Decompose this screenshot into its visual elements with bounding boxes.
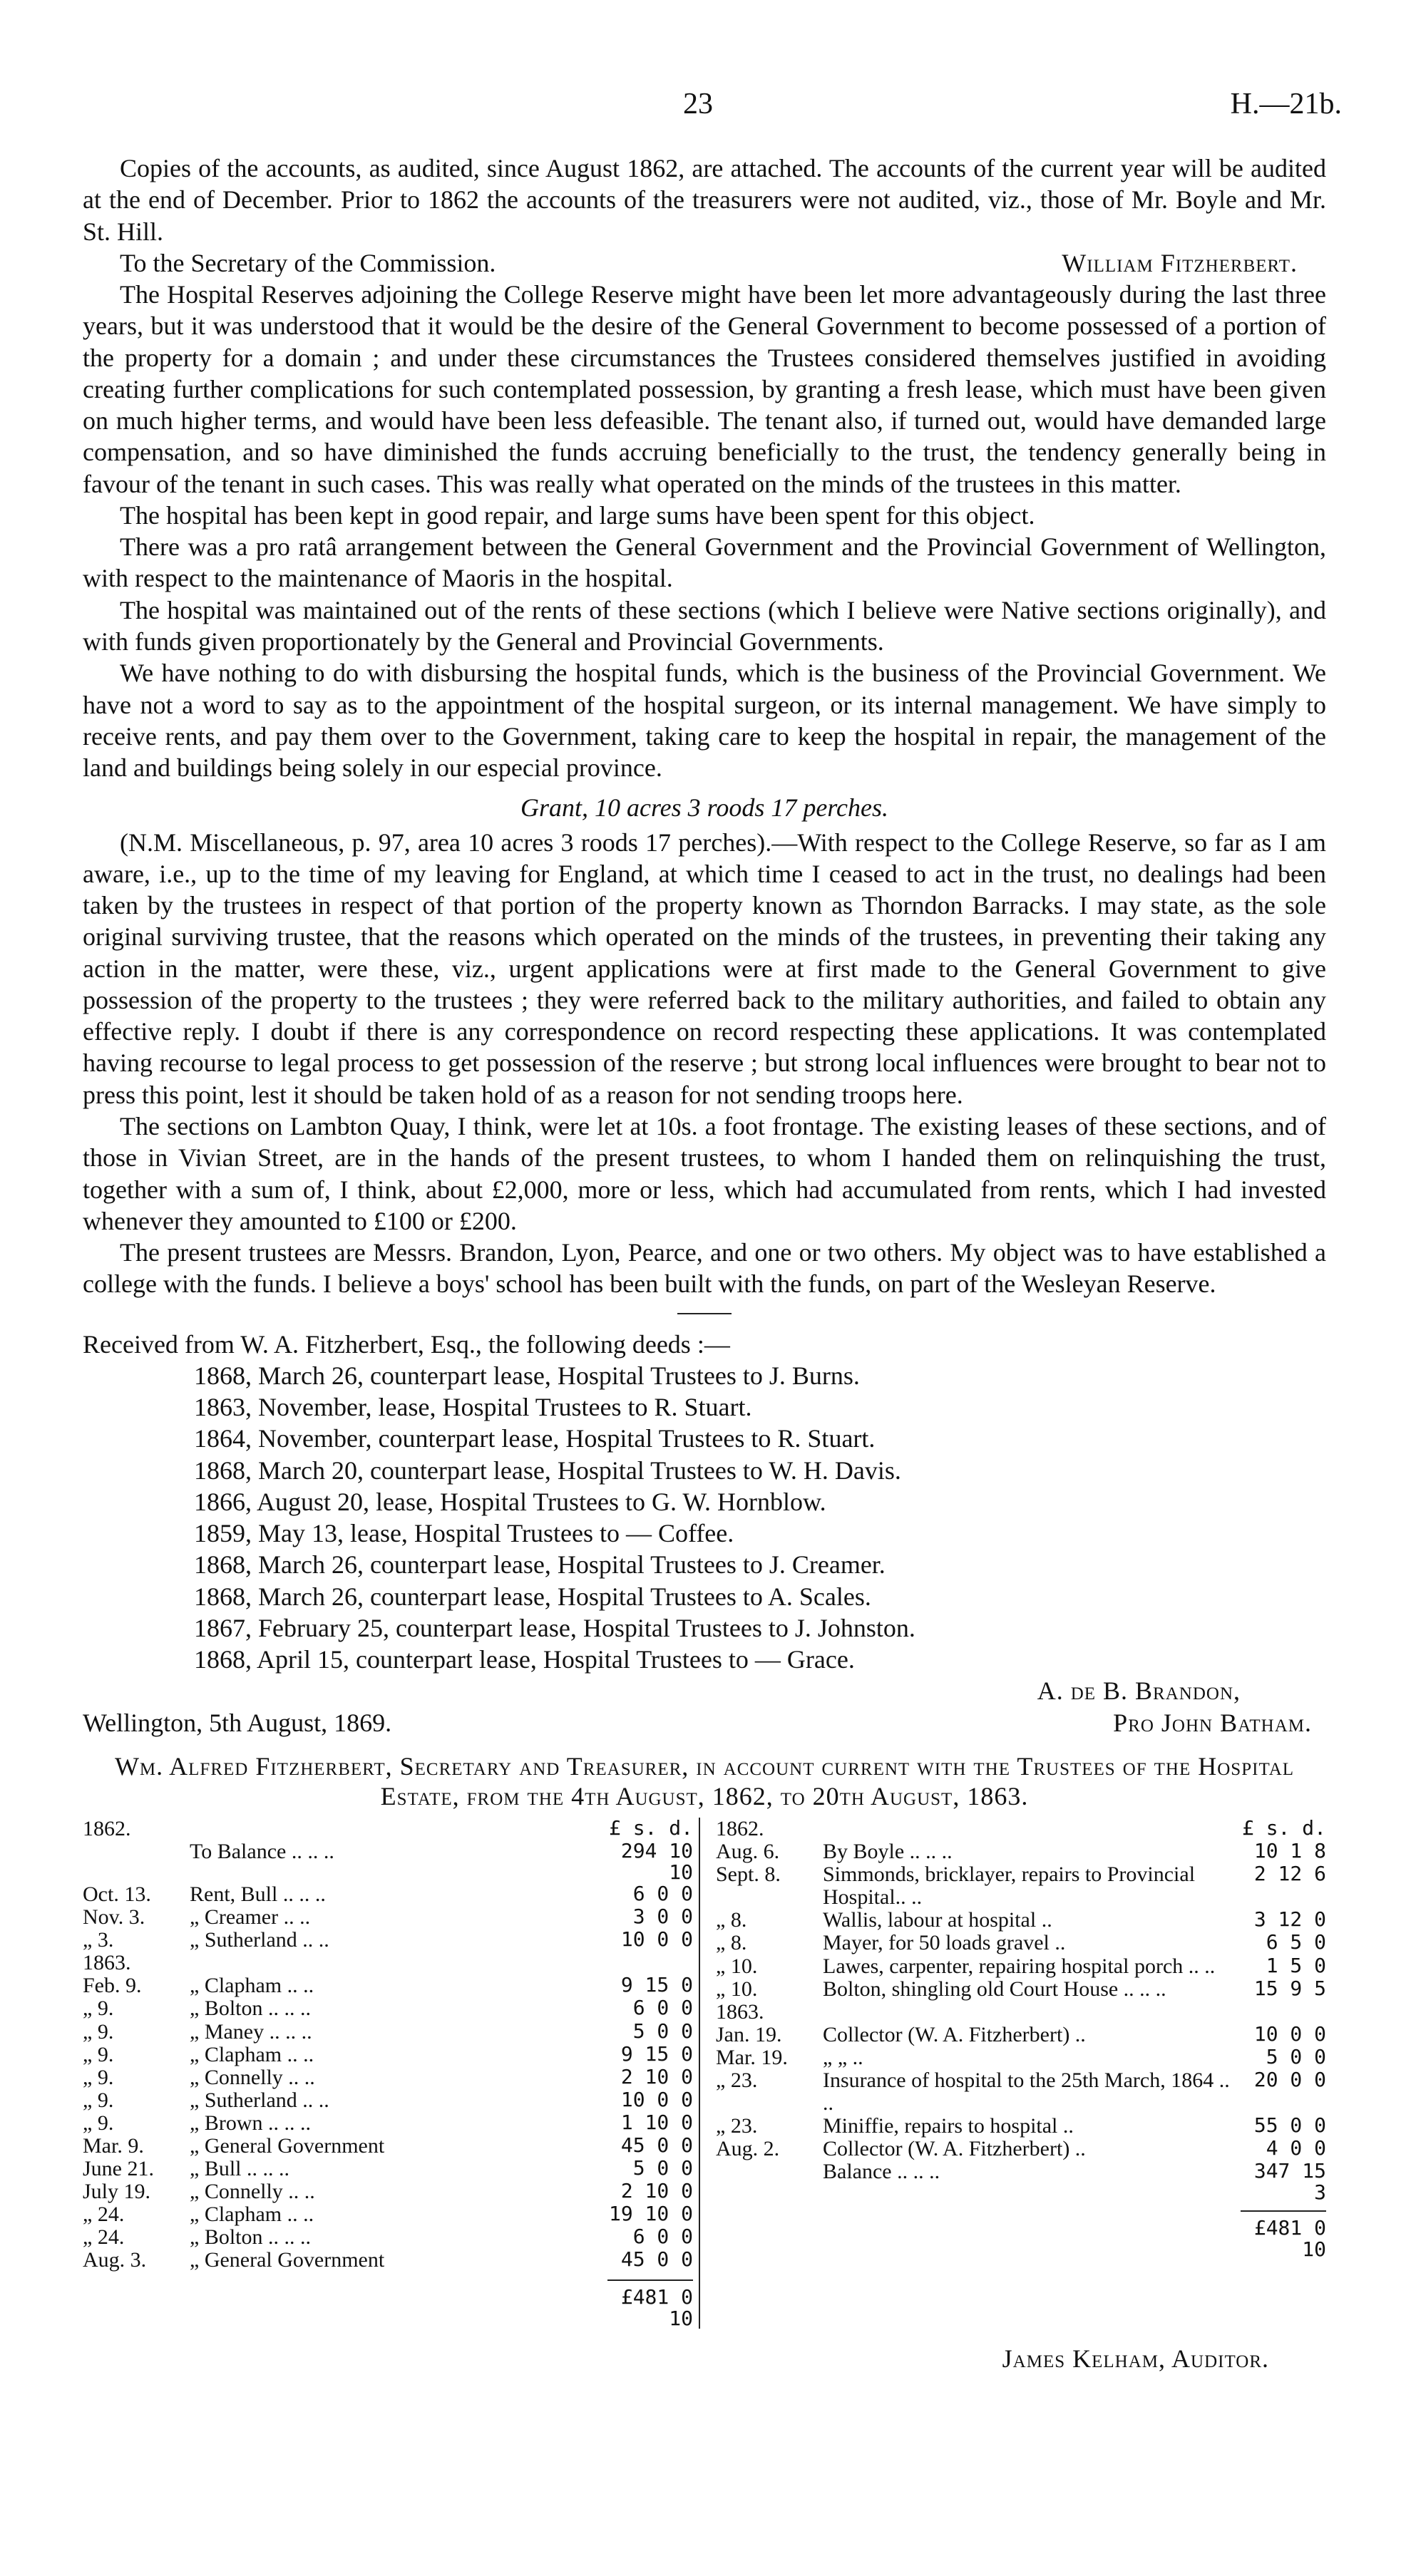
debit-row-date: 1863.	[83, 1951, 131, 1975]
credit-row-date: „ 10.	[716, 1954, 758, 1978]
page-header	[0, 87, 1406, 130]
credit-row	[716, 1909, 1326, 1932]
credit-row-amount: 3 12 0	[1253, 1907, 1326, 1932]
credit-row	[716, 1863, 1326, 1909]
debit-row-amount: 5 0 0	[632, 2156, 693, 2180]
debit-row-date: Oct. 13.	[83, 1882, 151, 1906]
account-table	[83, 1815, 1326, 2330]
credit-row-amount: 347 15 3	[1253, 2159, 1326, 2205]
paragraph: The hospital has been kept in good repair, and large sums have been spent for this object.	[120, 500, 1035, 530]
deed-item: 1866, August 20, lease, Hospital Trustees to G. W. Hornblow.	[194, 1487, 826, 1516]
debit-row-date: Nov. 3.	[83, 1905, 145, 1930]
debit-row-amount: 5 0 0	[632, 2019, 693, 2043]
credit-row-amount: 4 0 0	[1266, 2136, 1326, 2160]
debit-row-description: „ Clapham .. ..	[190, 1974, 314, 1998]
debit-row	[83, 2112, 693, 2135]
credit-row-description: Bolton, shingling old Court House .. .. ..	[823, 1977, 1166, 2001]
credit-row	[716, 2160, 1326, 2203]
debit-row	[83, 2041, 693, 2066]
auditor-signature: James Kelham, Auditor.	[1002, 2344, 1269, 2374]
credit-row-date	[716, 2160, 823, 2203]
deed-item: 1863, November, lease, Hospital Trustees to R. Stuart.	[194, 1393, 752, 1422]
debit-row	[83, 1906, 693, 1929]
credit-row-amount: 6 5 0	[1266, 1930, 1326, 1954]
credit-row	[716, 2021, 1326, 2046]
receipt-place-date: Wellington, 5th August, 1869.	[83, 1708, 392, 1737]
debit-row-date: Mar. 9.	[83, 2133, 144, 2158]
credit-row-description: Simmonds, bricklayer, repairs to Provincial Hospital.. ..	[823, 1863, 1196, 1910]
debit-row-description: „ Brown .. .. ..	[190, 2111, 311, 2135]
credit-row-amount	[1241, 2001, 1326, 2024]
debit-rows	[83, 1840, 693, 2272]
debit-row-amount: 1 10 0	[620, 2110, 693, 2134]
deed-item: 1867, February 25, counterpart lease, Hospital Trustees to J. Johnston.	[194, 1613, 915, 1642]
account-credit-side	[700, 1815, 1326, 2329]
debit-row	[83, 1974, 693, 1997]
credit-row-amount: 20 0 0	[1253, 2067, 1326, 2091]
paragraph: There was a pro ratâ arrangement between the General Government and the Provincial Government of Wellington, with respect to the maintenance of Maoris in the hospital.	[83, 532, 1326, 593]
debit-header	[83, 1815, 693, 1840]
paragraph: (N.M. Miscellaneous, p. 97, area 10 acres 3 roods 17 perches).—With respect to the College Reserve, so far as I am aware, i.e., up to the time of my leaving for England, at which time I ceased to act in the trust, no dealings had been taken by the trustees in respect of that portion of the property known as Thorndon Barracks. I may state, as the sole original surviving trustee, that the reasons which operated on the minds of the trustees, in preventing their taking any action in the matter, were these, viz., urgent applications were at first made to the General Government to give possession of the property to the trustees ; they were referred back to the military authorities, and failed to obtain any effective reply. I doubt if there is any correspondence on record respecting these applications. It was contemplated having recourse to legal process to get possession of the reserve ; but strong local influences were brought to bear not to press this point, lest it should be taken hold of as a reason for not sending troops here.	[83, 828, 1326, 1109]
debit-row-date: „ 9.	[83, 2042, 114, 2066]
credit-row-description: Wallis, labour at hospital ..	[823, 1908, 1052, 1932]
debit-row-amount	[607, 1952, 693, 1974]
debit-row-date: „ 3.	[83, 1928, 114, 1952]
deed-list	[83, 1360, 1326, 1676]
paragraph: We have nothing to do with disbursing the hospital funds, which is the business of the Provincial Government. We have not a word to say as to the appointment of the hospital surgeon, or its internal management. We have simply to receive rents, and pay them over to the Government, taking care to keep the hospital in repair, the management of the land and buildings being solely in our especial province.	[83, 659, 1326, 783]
credit-row-description: By Boyle .. .. ..	[823, 1840, 953, 1864]
debit-row-amount: 6 0 0	[632, 2225, 693, 2249]
deed-item: 1859, May 13, lease, Hospital Trustees to — Coffee.	[194, 1519, 734, 1548]
debit-row-amount: 19 10 0	[608, 2202, 693, 2226]
debit-row-description: „ Bull .. .. ..	[190, 2157, 289, 2181]
debit-row-description: „ General Government	[190, 2248, 385, 2272]
debit-row-amount: 294 10 10	[620, 1839, 693, 1884]
credit-row-date: Sept. 8.	[716, 1863, 781, 1887]
paragraph: Copies of the accounts, as audited, since August 1862, are attached. The accounts of the current year will be audited at the end of December. Prior to 1862 the accounts of the treasurers were not audited, viz., those of Mr. Boyle and Mr. St. Hill.	[83, 154, 1326, 246]
paragraph: The Hospital Reserves adjoining the College Reserve might have been let more advantageously during the last three years, but it was understood that it would be the desire of the General Government to become possessed of a portion of the property for a domain ; and under these circumstances the Trustees considered themselves justified in avoiding creating further complications for such contemplated possession, by granting a fresh lease, which must have been given on much higher terms, and would have been less defeasible. The tenant also, if turned out, would have demanded large compensation, and so have diminished the funds accruing beneficially to the trust, the tendency generally being in favour of the tenant in such cases. This was really what operated on the minds of the trustees in this matter.	[83, 280, 1326, 498]
credit-row-date: Aug. 6.	[716, 1840, 780, 1864]
receipt-pro: Pro John Batham.	[1113, 1708, 1312, 1737]
debit-row-amount: 6 0 0	[632, 1996, 693, 2020]
debit-row-description	[190, 1952, 607, 1974]
receipt-signature: A. de B. Brandon,	[1037, 1676, 1241, 1706]
deed-item: 1868, March 26, counterpart lease, Hospital Trustees to J. Burns.	[194, 1361, 860, 1390]
debit-row	[83, 2203, 693, 2226]
debit-row-date: „ 9.	[83, 2019, 114, 2044]
debit-row-date: June 21.	[83, 2157, 154, 2181]
debit-row-description: „ Clapham .. ..	[190, 2203, 314, 2227]
signoff-recipient: To the Secretary of the Commission.	[120, 248, 496, 277]
credit-row-amount: 55 0 0	[1253, 2113, 1326, 2138]
debit-row-date: July 19.	[83, 2180, 151, 2204]
debit-row-amount: 3 0 0	[632, 1905, 693, 1929]
deed-item: 1868, March 20, counterpart lease, Hospital Trustees to W. H. Davis.	[194, 1456, 901, 1485]
receipt-block	[83, 1329, 1326, 1738]
credit-row-description: „ „ ..	[823, 2045, 863, 2069]
credit-row-date: Aug. 2.	[716, 2137, 780, 2161]
debit-row	[83, 2180, 693, 2203]
debit-row-date: „ 9.	[83, 2111, 114, 2135]
debit-row-amount: 9 15 0	[620, 1973, 693, 1997]
debit-row-description: To Balance .. .. ..	[190, 1840, 334, 1864]
debit-row	[83, 1997, 693, 2020]
debit-row-description: „ General Government	[190, 2133, 385, 2158]
debit-row	[83, 1952, 693, 1974]
document-reference: H.—21b.	[1230, 88, 1342, 120]
debit-row-description: „ Bolton .. .. ..	[190, 2225, 311, 2250]
debit-row-description: „ Connelly .. ..	[190, 2180, 315, 2204]
credit-rows	[716, 1840, 1326, 2203]
debit-total: £481 0 10	[607, 2279, 693, 2329]
page-number: 23	[683, 88, 713, 120]
credit-row	[716, 2138, 1326, 2160]
credit-row-amount: 1 5 0	[1266, 1953, 1326, 1977]
debit-row	[83, 1883, 693, 1906]
debit-row-description: „ Bolton .. .. ..	[190, 1997, 311, 2021]
receipt-lead: Received from W. A. Fitzherbert, Esq., the following deeds :—	[83, 1329, 730, 1359]
account-debit-side	[83, 1815, 700, 2330]
debit-row-amount: 9 15 0	[620, 2041, 693, 2066]
credit-row-date: „ 8.	[716, 1931, 747, 1955]
credit-row-amount: 15 9 5	[1253, 1976, 1326, 2000]
account-title: Wm. Alfred Fitzherbert, Secretary and Treasurer, in account current with the Trustees of the Hospital Estate, from the 4th August, 1862, to 20th August, 1863.	[114, 1752, 1295, 1811]
debit-row-amount: 10 0 0	[620, 1927, 693, 1952]
credit-row	[716, 2115, 1326, 2138]
debit-row-date: „ 24.	[83, 2225, 125, 2250]
credit-row	[716, 2069, 1326, 2115]
debit-row	[83, 1840, 693, 1883]
credit-row-date: 1863.	[716, 1999, 764, 2024]
debit-row-date: Feb. 9.	[83, 1974, 142, 1998]
credit-row-date: „ 8.	[716, 1908, 747, 1932]
debit-row-amount: 45 0 0	[620, 2133, 693, 2157]
credit-row-date: „ 23.	[716, 2068, 758, 2092]
debit-row-amount: 45 0 0	[620, 2247, 693, 2272]
debit-year: 1862.	[83, 1816, 131, 1840]
credit-row-description: Mayer, for 50 loads gravel ..	[823, 1931, 1066, 1955]
credit-row	[716, 1932, 1326, 1954]
debit-row	[83, 1929, 693, 1952]
debit-row	[83, 2066, 693, 2089]
debit-row-date: „ 9.	[83, 2088, 114, 2112]
credit-row-amount: 5 0 0	[1266, 2044, 1326, 2068]
debit-row-date: „ 9.	[83, 2065, 114, 2089]
credit-row	[716, 2046, 1326, 2069]
credit-year: 1862.	[716, 1816, 764, 1840]
debit-row-date: „ 9.	[83, 1997, 114, 2021]
document-body	[83, 153, 1326, 2375]
debit-row	[83, 2158, 693, 2180]
debit-row	[83, 2249, 693, 2272]
paragraph: The present trustees are Messrs. Brandon, Lyon, Pearce, and one or two others. My object was to have established a college with the funds. I believe a boys' school has been built with the funds, on part of the Wesleyan Reserve.	[83, 1238, 1326, 1299]
debit-row-amount: 10 0 0	[620, 2087, 693, 2111]
debit-row-description: „ Maney .. .. ..	[190, 2019, 312, 2044]
credit-row	[716, 1955, 1326, 1978]
credit-row-date: Jan. 19.	[716, 2022, 782, 2046]
deed-item: 1868, March 26, counterpart lease, Hospital Trustees to J. Creamer.	[194, 1550, 886, 1580]
debit-lsd-header: £ s. d.	[608, 1815, 693, 1840]
credit-row-description: Collector (W. A. Fitzherbert) ..	[823, 2022, 1086, 2046]
credit-row-date: „ 10.	[716, 1977, 758, 2001]
paragraph: The hospital was maintained out of the rents of these sections (which I believe were Native sections originally), and with funds given proportionately by the General and Provincial Governments.	[83, 595, 1326, 656]
debit-row-description: „ Connelly .. ..	[190, 2065, 315, 2089]
section-heading: Grant, 10 acres 3 roods 17 perches.	[520, 793, 888, 823]
debit-row	[83, 2135, 693, 2158]
credit-row-description: Miniffie, repairs to hospital ..	[823, 2114, 1074, 2138]
credit-row-description: Insurance of hospital to the 25th March, 1864 .. ..	[823, 2068, 1230, 2116]
debit-row	[83, 2021, 693, 2044]
debit-row-description: „ Sutherland .. ..	[190, 1928, 329, 1952]
receipt-footer	[83, 1707, 1326, 1738]
credit-total: £481 0 10	[1241, 2210, 1326, 2260]
debit-row-date: „ 24.	[83, 2203, 125, 2227]
credit-row-amount: 2 12 6	[1253, 1862, 1326, 1886]
signoff-line	[83, 247, 1326, 279]
credit-row-description: Lawes, carpenter, repairing hospital porch .. ..	[823, 1954, 1216, 1978]
debit-row-amount: 2 10 0	[620, 2179, 693, 2203]
debit-row-description: „ Sutherland .. ..	[190, 2088, 329, 2112]
debit-row-date	[83, 1840, 190, 1883]
credit-row-description: Collector (W. A. Fitzherbert) ..	[823, 2137, 1086, 2161]
section-divider	[677, 1313, 732, 1314]
credit-row	[716, 1840, 1326, 1863]
credit-row-date: Mar. 19.	[716, 2045, 788, 2069]
credit-row-amount: 10 0 0	[1253, 2021, 1326, 2046]
debit-row-description: Rent, Bull .. .. ..	[190, 1882, 326, 1906]
signoff-signature: William Fitzherbert.	[1062, 248, 1298, 277]
deed-item: 1868, March 26, counterpart lease, Hospital Trustees to A. Scales.	[194, 1582, 871, 1611]
credit-row-description: Balance .. .. ..	[823, 2160, 940, 2184]
credit-row-description	[823, 2001, 1241, 2024]
deed-item: 1864, November, counterpart lease, Hospital Trustees to R. Stuart.	[194, 1424, 876, 1453]
credit-row-amount: 10 1 8	[1253, 1839, 1326, 1863]
credit-lsd-header: £ s. d.	[1241, 1815, 1326, 1840]
debit-row-description: „ Creamer .. ..	[190, 1905, 311, 1930]
deed-item: 1868, April 15, counterpart lease, Hospital Trustees to — Grace.	[194, 1645, 855, 1674]
credit-row-date: „ 23.	[716, 2114, 758, 2138]
debit-row-amount: 2 10 0	[620, 2064, 693, 2088]
debit-row	[83, 2226, 693, 2249]
credit-row	[716, 2001, 1326, 2024]
debit-row-date: Aug. 3.	[83, 2248, 147, 2272]
credit-header	[716, 1815, 1326, 1840]
debit-row-description: „ Clapham .. ..	[190, 2042, 314, 2066]
debit-row-amount: 6 0 0	[632, 1881, 693, 1905]
debit-row	[83, 2089, 693, 2112]
credit-row	[716, 1978, 1326, 2001]
paragraph: The sections on Lambton Quay, I think, were let at 10s. a foot frontage. The existing leases of these sections, and of those in Vivian Street, are in the hands of the present trustees, to whom I handed them on relinquishing the trust, together with a sum of, I think, about £2,000, more or less, which had accumulated from rents, which I had invested whenever they amounted to £100 or £200.	[83, 1111, 1326, 1235]
